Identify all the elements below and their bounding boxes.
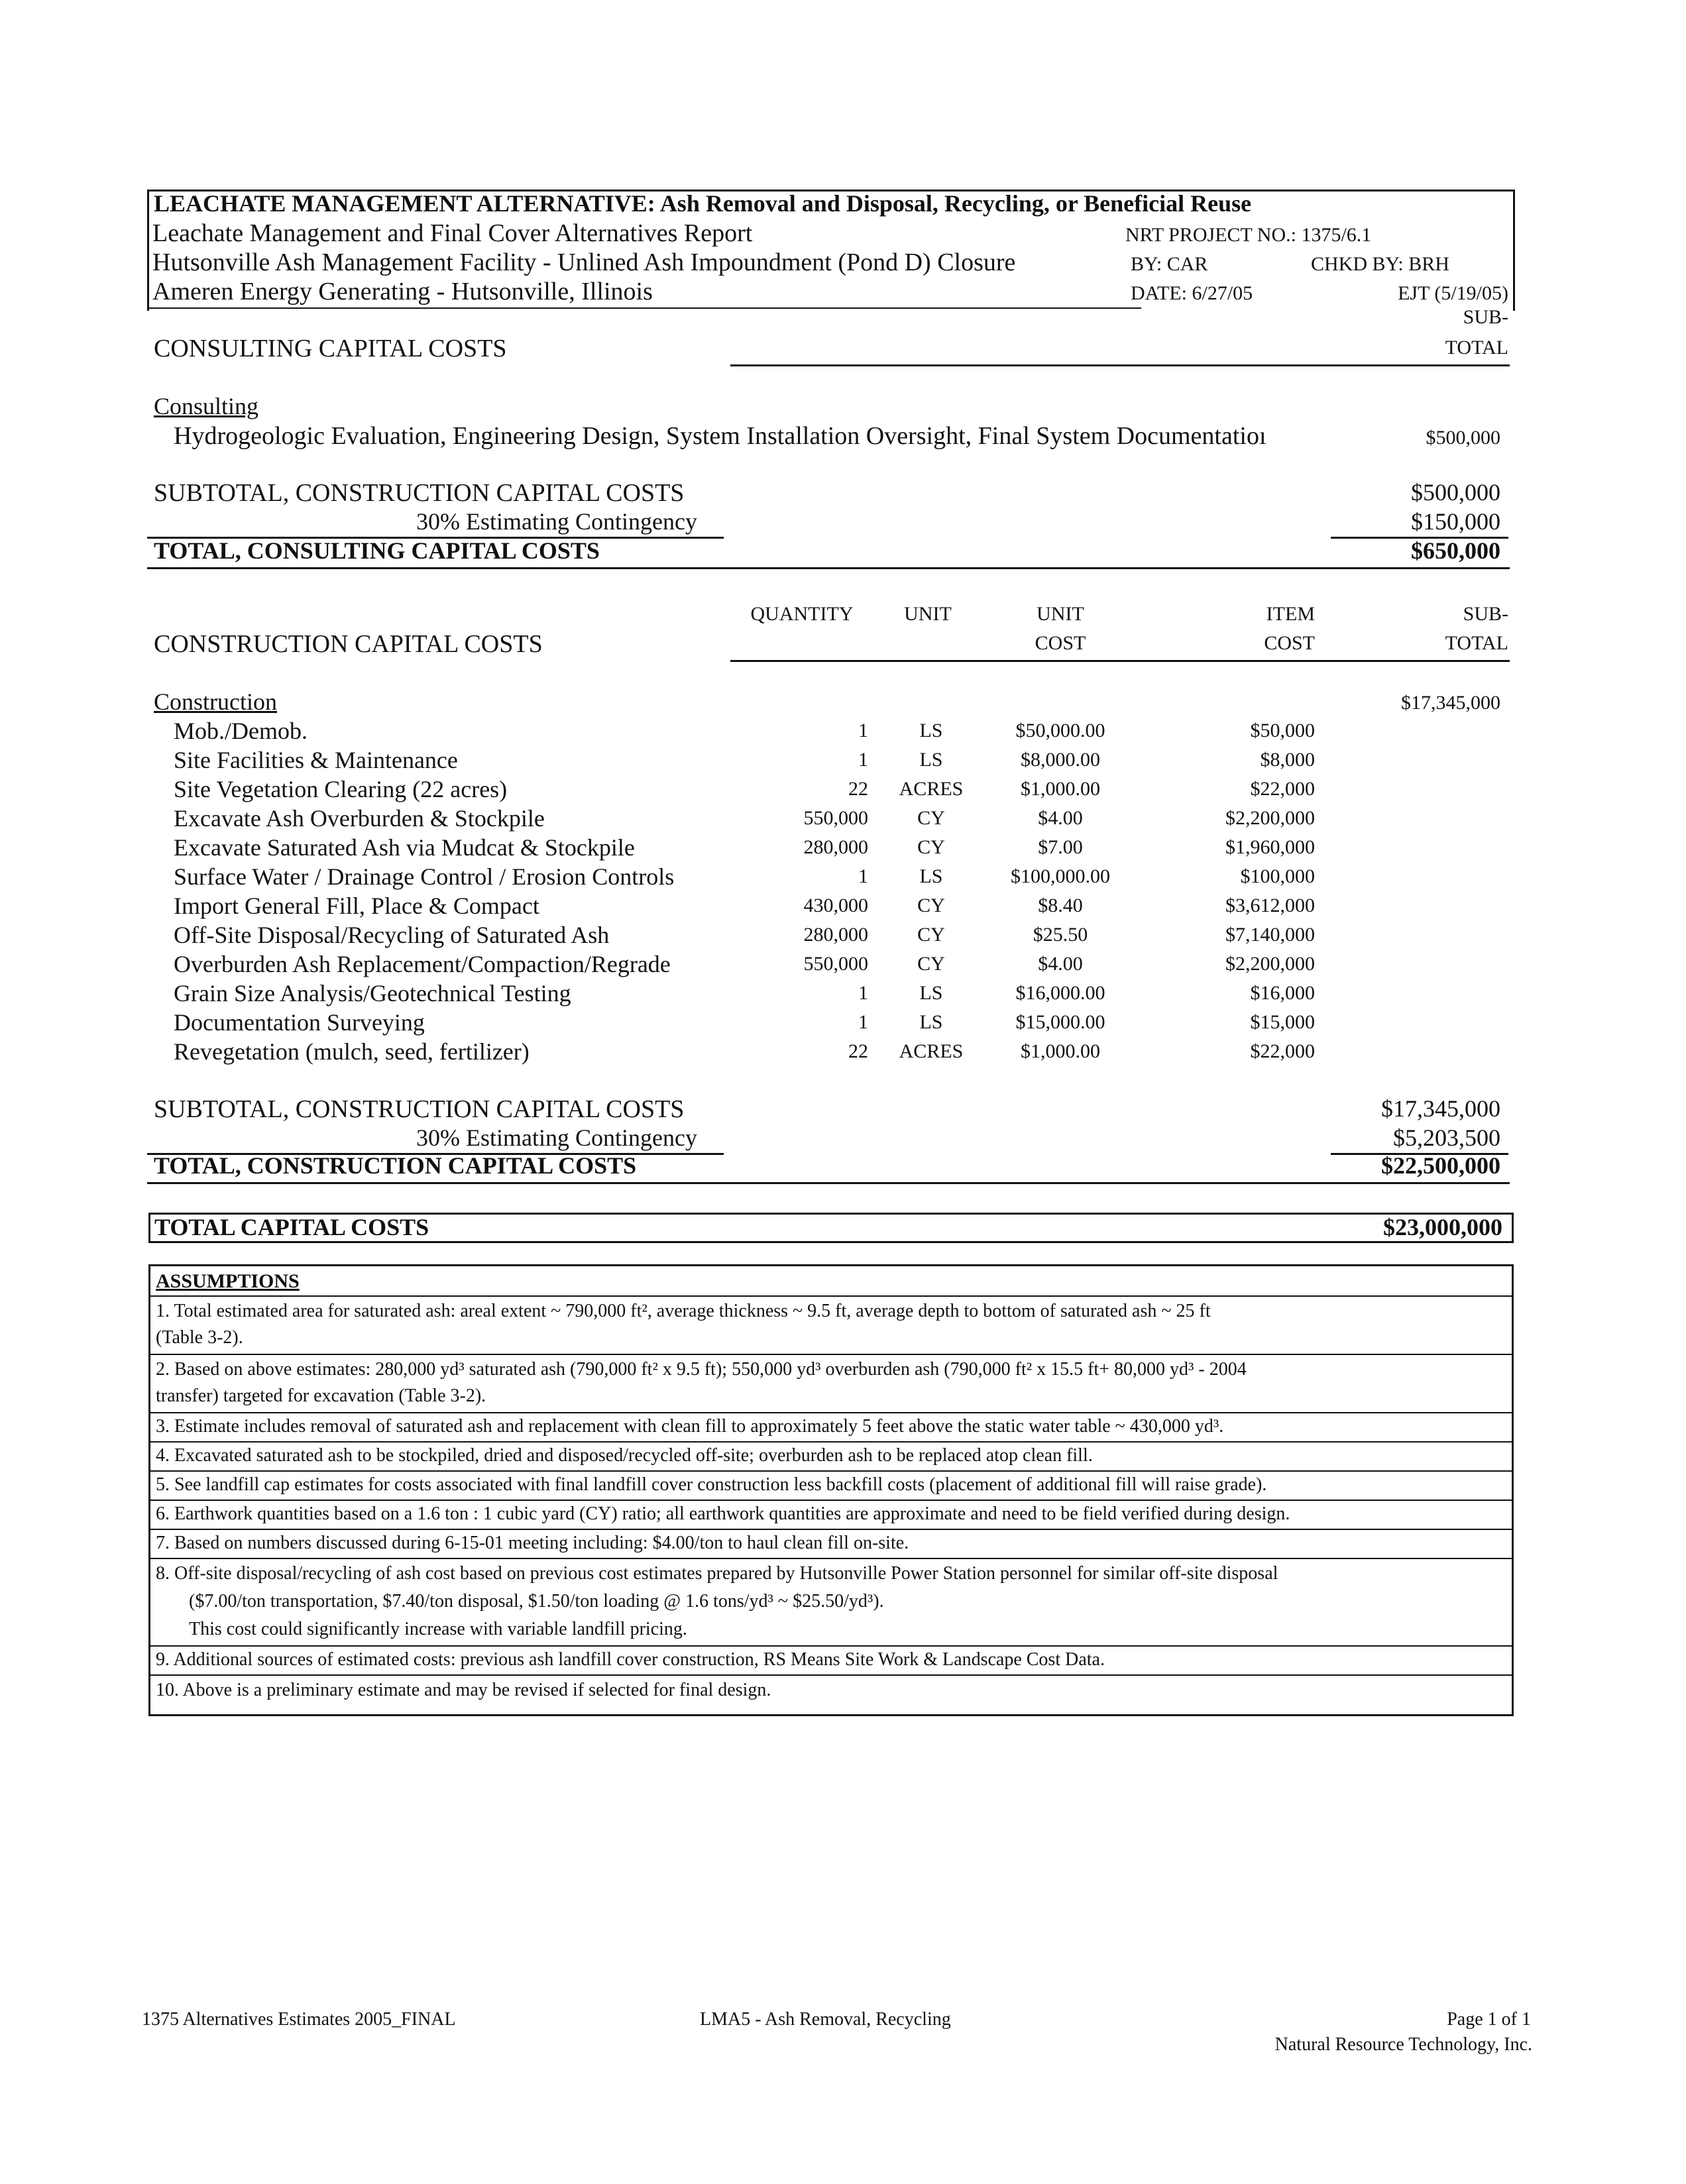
item-unit-cost: $4.00 [1038, 953, 1083, 975]
item-qty: 430,000 [803, 895, 868, 916]
col-item-cost-2: COST [1264, 632, 1315, 654]
assumption-7 [150, 1529, 1512, 1559]
col-unit: UNIT [904, 603, 952, 625]
assumptions-header-row [150, 1266, 1512, 1297]
col-unit-cost-2: COST [1035, 632, 1086, 654]
table-row [0, 746, 1686, 775]
assumption-8-line-2: ($7.00/ton transportation, $7.40/ton disposal, $1.50/ton loading @ 1.6 tons/yd³ ~ $25.50/yd³). [189, 1591, 884, 1611]
item-cost: $2,200,000 [1225, 807, 1315, 829]
item-unit-cost: $8,000.00 [1021, 749, 1100, 771]
item-qty: 1 [858, 865, 868, 887]
assumption-4-text: 4. Excavated saturated ash to be stockpiled, dried and disposed/recycled off-site; overburden ash to be replaced atop clean fill. [156, 1445, 1093, 1466]
item-name: Import General Fill, Place & Compact [174, 893, 539, 919]
facility-name: Hutsonville Ash Management Facility - Unlined Ash Impoundment (Pond D) Closure [152, 248, 1016, 276]
item-name: Overburden Ash Replacement/Compaction/Regrade [174, 951, 671, 977]
assumption-9-text: 9. Additional sources of estimated costs: previous ash landfill cover construction, RS Means Site Work & Landscape Cost Data. [156, 1649, 1105, 1670]
assumption-1-line-2: (Table 3-2). [156, 1327, 243, 1348]
item-unit: ACRES [899, 778, 964, 800]
item-unit-cost: $1,000.00 [1021, 1040, 1100, 1062]
header-divider [147, 307, 1141, 309]
total-capital-label: TOTAL CAPITAL COSTS [154, 1214, 429, 1240]
table-row [0, 804, 1686, 834]
construction-contingency: $5,203,500 [1393, 1124, 1500, 1151]
assumption-8-line-3: This cost could significantly increase with variable landfill pricing. [189, 1619, 687, 1639]
consulting-category: Consulting [154, 393, 259, 419]
item-name: Revegetation (mulch, seed, fertilizer) [174, 1038, 530, 1065]
table-row [0, 863, 1686, 892]
item-name: Excavate Saturated Ash via Mudcat & Stockpile [174, 834, 635, 861]
construction-contingency-label: 30% Estimating Contingency [416, 1124, 697, 1151]
consulting-subtotal-label: SUBTOTAL, CONSTRUCTION CAPITAL COSTS [154, 479, 685, 507]
item-cost: $7,140,000 [1225, 924, 1315, 946]
item-unit: CY [917, 895, 945, 916]
consulting-header-rule [730, 364, 1510, 366]
assumption-4 [150, 1441, 1512, 1472]
table-row [0, 775, 1686, 804]
assumption-10 [150, 1674, 1512, 1712]
item-name: Mob./Demob. [174, 718, 308, 744]
item-unit: LS [919, 749, 943, 771]
assumption-10-text: 10. Above is a preliminary estimate and may be revised if selected for final design. [156, 1680, 771, 1700]
construction-category-total: $17,345,000 [1401, 692, 1500, 714]
item-unit-cost: $50,000.00 [1015, 720, 1105, 741]
consulting-total-rule [147, 567, 1510, 569]
item-unit-cost: $4.00 [1038, 807, 1083, 829]
item-cost: $22,000 [1250, 1040, 1315, 1062]
construction-subtotal-label: SUBTOTAL, CONSTRUCTION CAPITAL COSTS [154, 1095, 685, 1123]
item-qty: 1 [858, 720, 868, 741]
item-qty: 22 [848, 778, 868, 800]
construction-total-rule [147, 1182, 1510, 1184]
item-qty: 550,000 [803, 953, 868, 975]
item-qty: 280,000 [803, 924, 868, 946]
consulting-item-cost: $500,000 [1426, 427, 1500, 449]
checked-by: CHKD BY: BRH [1311, 253, 1449, 275]
assumptions-box [148, 1264, 1514, 1716]
item-name: Site Facilities & Maintenance [174, 747, 458, 773]
item-unit: LS [919, 865, 943, 887]
item-qty: 1 [858, 749, 868, 771]
construction-section-title: CONSTRUCTION CAPITAL COSTS [154, 630, 543, 658]
consulting-subtotal: $500,000 [1411, 479, 1500, 506]
item-cost: $100,000 [1240, 865, 1315, 887]
table-row [0, 979, 1686, 1009]
item-name: Off-Site Disposal/Recycling of Saturated Ash [174, 922, 610, 948]
item-name: Excavate Ash Overburden & Stockpile [174, 805, 545, 832]
prepared-date: DATE: 6/27/05 [1131, 282, 1253, 304]
item-qty: 280,000 [803, 836, 868, 858]
item-qty: 1 [858, 982, 868, 1004]
item-unit-cost: $16,000.00 [1015, 982, 1105, 1004]
item-unit: CY [917, 836, 945, 858]
construction-total-label-row: TOTAL, CONSTRUCTION CAPITAL COSTS [154, 1152, 637, 1179]
item-unit: LS [919, 1011, 943, 1033]
table-row [0, 892, 1686, 921]
footer-page-number: Page 1 of 1 [1447, 2009, 1531, 2030]
item-unit: CY [917, 807, 945, 829]
assumption-2 [150, 1354, 1512, 1413]
prepared-by: BY: CAR [1131, 253, 1208, 275]
table-row [0, 717, 1686, 746]
footer-company: Natural Resource Technology, Inc. [1274, 2034, 1532, 2055]
item-qty: 22 [848, 1040, 868, 1062]
consulting-sub-label: SUB- [1463, 306, 1508, 328]
item-unit: ACRES [899, 1040, 964, 1062]
col-item-cost-1: ITEM [1266, 603, 1315, 625]
item-cost: $3,612,000 [1225, 895, 1315, 916]
assumption-7-text: 7. Based on numbers discussed during 6-15-01 meeting including: $4.00/ton to haul clean fill on-site. [156, 1533, 909, 1553]
item-name: Documentation Surveying [174, 1009, 425, 1036]
item-unit: CY [917, 924, 945, 946]
construction-subtotal: $17,345,000 [1381, 1095, 1500, 1122]
construction-total: $22,500,000 [1381, 1152, 1500, 1179]
assumption-1 [150, 1295, 1512, 1355]
col-unit-cost-1: UNIT [1037, 603, 1084, 625]
item-unit-cost: $15,000.00 [1015, 1011, 1105, 1033]
item-unit-cost: $25.50 [1033, 924, 1088, 946]
client-location: Ameren Energy Generating - Hutsonville, Illinois [152, 278, 653, 305]
assumption-8 [150, 1558, 1512, 1647]
assumption-1-line-1: 1. Total estimated area for saturated ash: areal extent ~ 790,000 ft², average thickness ~ 9.5 ft, average depth to bottom of saturated ash ~ 25 ft [156, 1301, 1211, 1321]
assumption-2-line-2: transfer) targeted for excavation (Table 3-2). [156, 1386, 486, 1406]
item-cost: $22,000 [1250, 778, 1315, 800]
col-quantity: QUANTITY [750, 603, 854, 625]
item-unit: CY [917, 953, 945, 975]
consulting-total: $650,000 [1411, 537, 1500, 564]
consulting-contingency: $150,000 [1411, 508, 1500, 535]
item-cost: $16,000 [1250, 982, 1315, 1004]
item-qty: 1 [858, 1011, 868, 1033]
footer-sheet-name: LMA5 - Ash Removal, Recycling [700, 2009, 951, 2030]
item-unit-cost: $1,000.00 [1021, 778, 1100, 800]
consulting-section-title: CONSULTING CAPITAL COSTS [154, 335, 507, 362]
item-name: Grain Size Analysis/Geotechnical Testing [174, 980, 571, 1007]
col-subtotal-1: SUB- [1463, 603, 1508, 625]
item-cost: $15,000 [1250, 1011, 1315, 1033]
construction-header-rule [730, 660, 1510, 662]
assumptions-title: ASSUMPTIONS [156, 1270, 300, 1292]
col-subtotal-2: TOTAL [1445, 632, 1508, 654]
assumption-3 [150, 1412, 1512, 1443]
item-cost: $2,200,000 [1225, 953, 1315, 975]
assumption-6 [150, 1500, 1512, 1530]
total-capital-box [148, 1213, 1514, 1243]
project-number: NRT PROJECT NO.: 1375/6.1 [1125, 224, 1372, 246]
item-unit-cost: $8.40 [1038, 895, 1083, 916]
item-unit-cost: $100,000.00 [1011, 865, 1110, 887]
ejt-date: EJT (5/19/05) [1398, 282, 1508, 304]
construction-category: Construction [154, 688, 277, 715]
assumption-5 [150, 1470, 1512, 1501]
document-title: LEACHATE MANAGEMENT ALTERNATIVE: Ash Removal and Disposal, Recycling, or Beneficial Reuse [154, 190, 1252, 217]
footer-filename: 1375 Alternatives Estimates 2005_FINAL [142, 2009, 456, 2030]
table-row [0, 1009, 1686, 1038]
item-cost: $50,000 [1250, 720, 1315, 741]
table-row [0, 834, 1686, 863]
consulting-total-label: TOTAL [1445, 337, 1508, 358]
consulting-item: Hydrogeologic Evaluation, Engineering Design, System Installation Oversight, Final System Documentatioı [174, 422, 1266, 450]
item-name: Surface Water / Drainage Control / Erosion Controls [174, 863, 675, 890]
consulting-contingency-label: 30% Estimating Contingency [416, 508, 697, 535]
table-row [0, 950, 1686, 979]
table-row [0, 921, 1686, 950]
assumption-3-text: 3. Estimate includes removal of saturated ash and replacement with clean fill to approximately 5 feet above the static water table ~ 430,000 yd³. [156, 1416, 1224, 1437]
assumption-9 [150, 1645, 1512, 1676]
item-cost: $1,960,000 [1225, 836, 1315, 858]
assumption-8-line-1: 8. Off-site disposal/recycling of ash cost based on previous cost estimates prepared by Hutsonville Power Station personnel for similar off-site disposal [156, 1563, 1278, 1584]
item-unit: LS [919, 982, 943, 1004]
report-name: Leachate Management and Final Cover Alternatives Report [152, 219, 753, 247]
item-cost: $8,000 [1260, 749, 1315, 771]
assumption-6-text: 6. Earthwork quantities based on a 1.6 ton : 1 cubic yard (CY) ratio; all earthwork quantities are approximate and need to be field verified during design. [156, 1503, 1290, 1524]
assumption-2-line-1: 2. Based on above estimates: 280,000 yd³ saturated ash (790,000 ft² x 9.5 ft); 550,000 yd³ overburden ash (790,000 ft² x 15.5 ft+ 80,000 yd³ - 2004 [156, 1359, 1247, 1380]
total-capital-value: $23,000,000 [1383, 1214, 1502, 1240]
item-unit-cost: $7.00 [1038, 836, 1083, 858]
consulting-total-label-row: TOTAL, CONSULTING CAPITAL COSTS [154, 537, 600, 564]
item-name: Site Vegetation Clearing (22 acres) [174, 776, 508, 802]
table-row [0, 1038, 1686, 1067]
item-qty: 550,000 [803, 807, 868, 829]
item-unit: LS [919, 720, 943, 741]
assumption-5-text: 5. See landfill cap estimates for costs associated with final landfill cover construction less backfill costs (placement of additional fill will raise grade). [156, 1474, 1267, 1495]
